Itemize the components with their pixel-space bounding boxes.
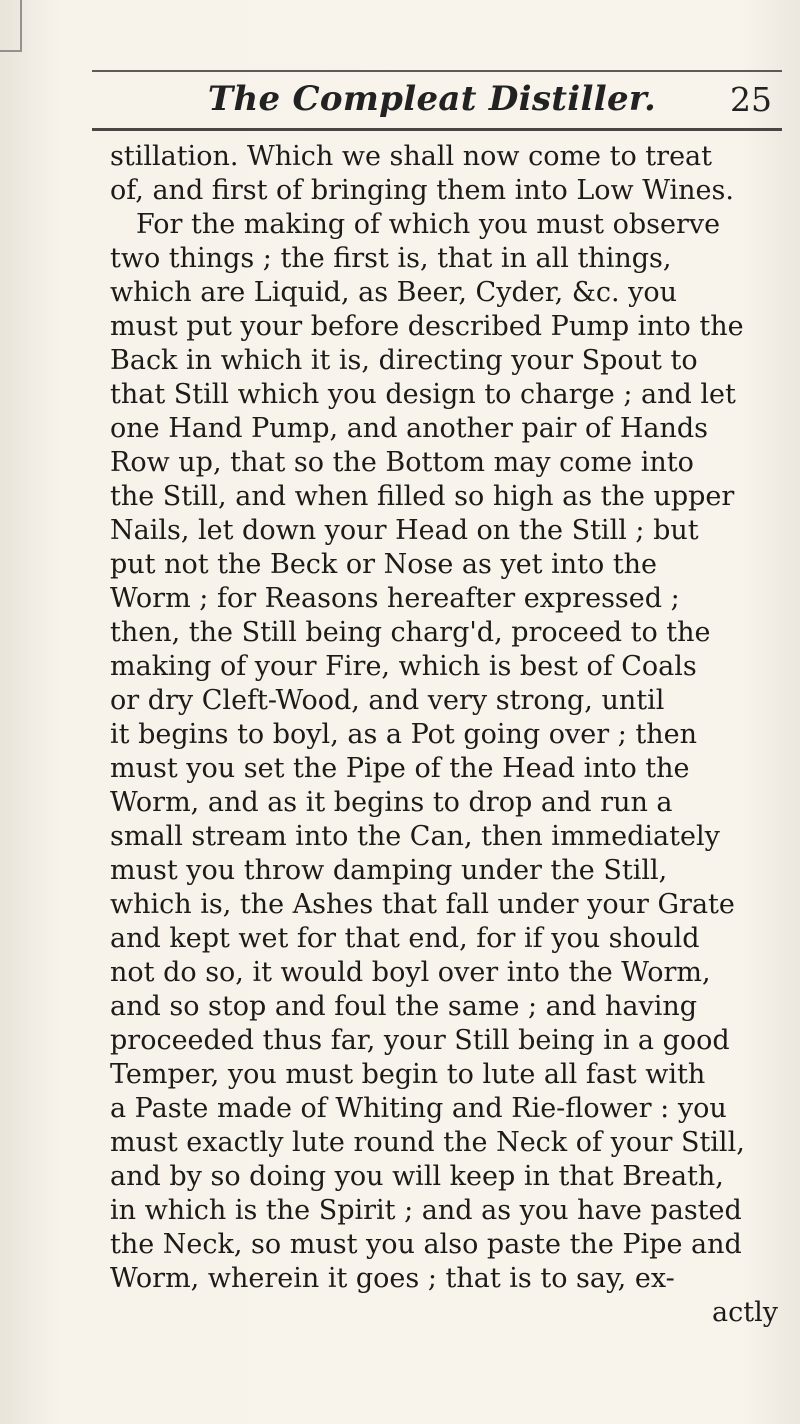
text-line: the Still, and when filled so high as the upper [110, 481, 735, 512]
text-line: For the making of which you must observe [136, 209, 721, 240]
text-line: the Neck, so must you also paste the Pipe and [110, 1229, 742, 1260]
text-line: put not the Beck or Nose as yet into the [110, 549, 658, 580]
text-line: Worm, and as it begins to drop and run a [110, 787, 673, 818]
text-line: one Hand Pump, and another pair of Hands [110, 413, 709, 444]
text-line: a Paste made of Whiting and Rie-flower : you [110, 1093, 727, 1124]
text-line: it begins to boyl, as a Pot going over ; then [110, 719, 698, 750]
page-number: 25 [730, 79, 772, 119]
text-line: or dry Cleft-Wood, and very strong, until [110, 685, 665, 716]
text-body [110, 140, 790, 1424]
text-line: which is, the Ashes that fall under your Grate [110, 889, 735, 920]
text-line: not do so, it would boyl over into the Worm, [110, 957, 711, 988]
text-line: and by so doing you will keep in that Breath, [110, 1161, 724, 1192]
text-line: then, the Still being charg'd, proceed to the [110, 617, 711, 648]
text-line: in which is the Spirit ; and as you have pasted [110, 1195, 742, 1226]
text-line: Nails, let down your Head on the Still ; but [110, 515, 699, 546]
text-line: must put your before described Pump into the [110, 311, 744, 342]
text-line: Worm ; for Reasons hereafter expressed ; [110, 583, 680, 614]
catchword: actly [712, 1297, 778, 1328]
text-line: which are Liquid, as Beer, Cyder, &c. you [110, 277, 678, 308]
text-line: Row up, that so the Bottom may come into [110, 447, 694, 478]
text-line: of, and first of bringing them into Low Wines. [110, 175, 734, 206]
text-line: Back in which it is, directing your Spout to [110, 345, 698, 376]
text-line: two things ; the first is, that in all things, [110, 243, 672, 274]
text-line: proceeded thus far, your Still being in a good [110, 1025, 730, 1056]
text-line: making of your Fire, which is best of Coals [110, 651, 697, 682]
text-line: Worm, wherein it goes ; that is to say, ex- [110, 1263, 675, 1294]
text-line: and so stop and foul the same ; and having [110, 991, 698, 1022]
text-line: that Still which you design to charge ; and let [110, 379, 736, 410]
text-line: must exactly lute round the Neck of your Still, [110, 1127, 745, 1158]
text-line: must you set the Pipe of the Head into the [110, 753, 690, 784]
text-line: must you throw damping under the Still, [110, 855, 668, 886]
text-line: stillation. Which we shall now come to treat [110, 141, 712, 172]
binding-edge-mark [0, 0, 22, 52]
text-line: and kept wet for that end, for if you should [110, 923, 700, 954]
text-line: small stream into the Can, then immediately [110, 821, 720, 852]
text-line: Temper, you must begin to lute all fast with [110, 1059, 706, 1090]
running-head: The Compleat Distiller. [207, 79, 657, 119]
header-bottom-rule [92, 128, 782, 131]
